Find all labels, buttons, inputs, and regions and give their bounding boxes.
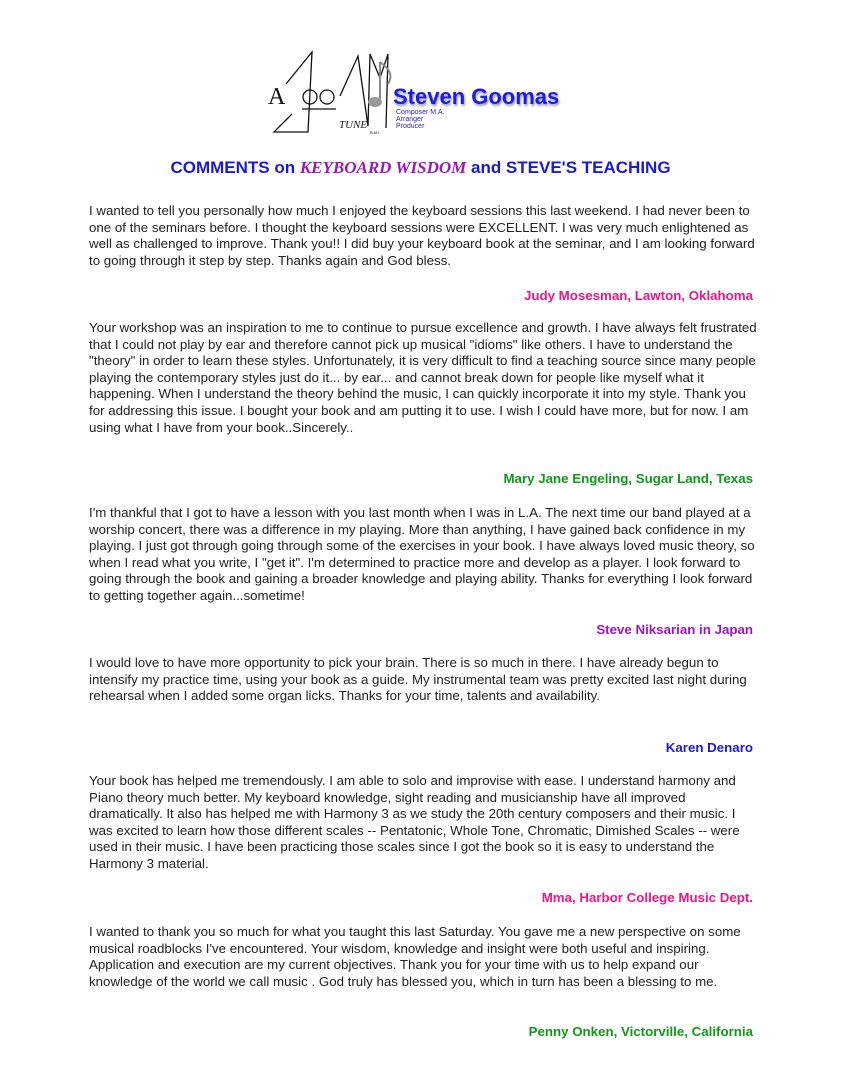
testimonial-author: Penny Onken, Victorville, California [528, 1024, 753, 1039]
testimonial-author: Steve Niksarian in Japan [596, 622, 753, 637]
testimonial-author: Mary Jane Engeling, Sugar Land, Texas [503, 471, 753, 486]
testimonial-author: Karen Denaro [665, 740, 753, 755]
title-book-name: KEYBOARD WISDOM [299, 158, 467, 177]
testimonial-text: I would love to have more opportunity to pick your brain. There is so much in there. I have already begun to intensify my practice time, using your book as a guide. My instrumental team was pretty excited last night during rehearsal when I added some organ licks. Thanks for your time, talents and availability. [89, 655, 747, 704]
testimonial-author: Mma, Harbor College Music Dept. [541, 890, 753, 905]
logo-subtitle-line: Arranger [396, 116, 424, 123]
page-title [0, 158, 841, 178]
logo-bmi: B.M.I. [370, 130, 381, 135]
logo-note-head [368, 97, 382, 107]
testimonial-text: Your workshop was an inspiration to me to continue to pursue excellence and growth. I have always felt frustrated that I could not play by ear and therefore cannot pick up musical "idioms" like others. I have to understand the "theory" in order to learn these styles. Unfortunately, it is very difficult to find a teaching source since many people playing the contemporary styles just do it... by ear... and cannot break down for people like myself what it happening. When I understand the theory behind the music, I can quickly incorporate it into my style. Thank you for addressing this issue. I bought your book and am putting it to use. I wish I could have more, but for now. I am using what I have from your book..Sincerely.. [89, 320, 757, 435]
logo-subtitle [396, 109, 445, 130]
logo-frame-right [340, 56, 368, 126]
testimonial-text: Your book has helped me tremendously. I am able to solo and improvise with ease. I understand harmony and Piano theory much better. My keyboard knowledge, sight reading and musicianship have all improved dramatically. It also has helped me with Harmony 3 as we study the 20th century composers and their music. I was excited to learn how those different scales -- Pentatonic, Whole Tone, Chromatic, Dimished Scales -- were used in their music. I have been practicing those scales since I got the book so it is easy to understand the Harmony 3 material. [89, 773, 740, 871]
testimonial-author: Judy Mosesman, Lawton, Oklahoma [523, 288, 753, 303]
title-part-3: and STEVE'S TEACHING [466, 158, 671, 177]
title-part-1: COMMENTS on [170, 158, 300, 177]
testimonial-text: I'm thankful that I got to have a lesson with you last month when I was in L.A. The next time our band played at a worship concert, there was a difference in my playing. More than anything, I have gained back confidence in my playing. I just got through going through some of the exercises in your book. I have always loved music theory, so when I read what you write, I "get it". I'm determined to practice more and develop as a player. I look forward to going through the book and gaining a broader knowledge and playing ability. Thanks for everything I look forward to getting together again...sometime! [89, 505, 755, 603]
testimonial-text: I wanted to thank you so much for what you taught this last Saturday. You gave me a new perspective on some musical roadblocks I've encountered. Your wisdom, knowledge and insight were both useful and inspiring. Application and execution are my current objectives. Thank you for your time with us to help expand our knowledge of the world we call music . God truly has blessed you, which in turn has been a blessing to me. [89, 924, 741, 989]
testimonial-text: I wanted to tell you personally how much I enjoyed the keyboard sessions this last weekend. I had never been to one of the seminars before. I thought the keyboard sessions were EXCELLENT. I was very much enlightened as well as challenged to improve. Thank you!! I did buy your keyboard book at the seminar, and I am looking forward to going through it step by step. Thanks again and God bless. [89, 203, 755, 268]
logo-subtitle-line: Composer M.A. [396, 109, 445, 116]
logo-circle-2 [320, 90, 334, 104]
logo-brand-name: Steven Goomas [393, 84, 560, 109]
logo-letter-a: A [268, 84, 286, 110]
logo-tune-word: TUNE [339, 119, 368, 131]
logo-subtitle-line: Producer [396, 123, 425, 130]
